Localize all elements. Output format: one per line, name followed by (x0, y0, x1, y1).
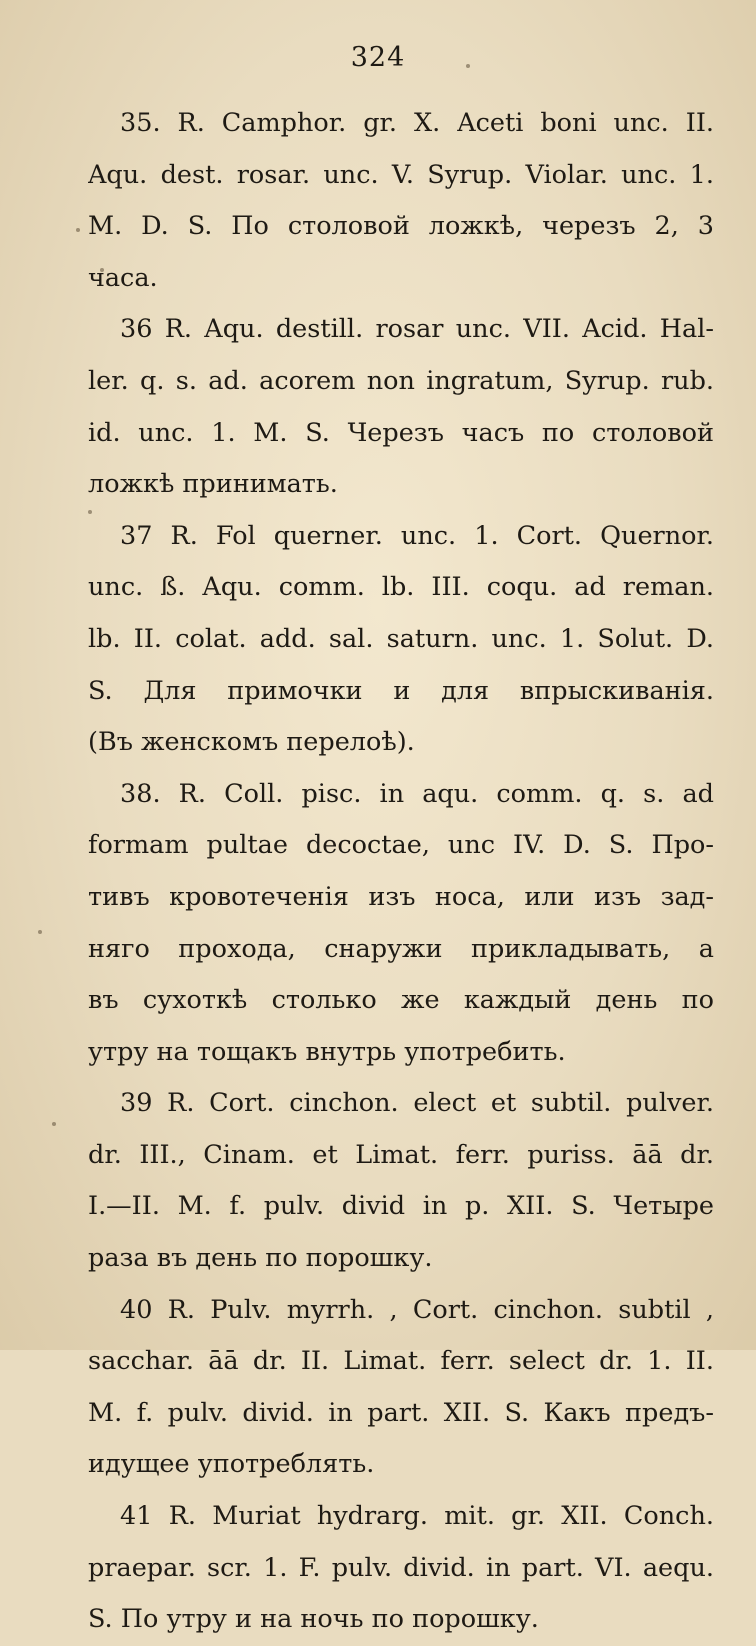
text-line: M. D. S. По столовой ложкѣ, черезъ 2, 3 (88, 211, 714, 242)
text-line: раза въ день по порошку. (88, 1243, 433, 1274)
text-line: часа. (88, 262, 158, 293)
ink-speck (38, 930, 42, 934)
recipe-text (88, 98, 714, 1646)
text-line: 37 R. Fol querner. unc. 1. Cort. Quernor. (120, 520, 714, 551)
ink-speck (52, 1122, 56, 1126)
text-line: 41 R. Muriat hydrarg. mit. gr. XII. Conch. (120, 1501, 714, 1532)
ink-speck (466, 64, 470, 68)
text-line: няго прохода, снаружи прикладывать, а (88, 933, 714, 964)
text-line: unc. ß. Aqu. comm. lb. III. coqu. ad reman. (88, 572, 714, 603)
ink-speck (76, 228, 80, 232)
text-line: 35. R. Camphor. gr. X. Aceti boni unc. II. (120, 108, 714, 138)
text-line: praepar. scr. 1. F. pulv. divid. in part. VI. aequ. (88, 1552, 714, 1583)
text-line: S. По утру и на ночь по порошку. (88, 1604, 539, 1635)
text-line: (Въ женскомъ перелоѣ). (88, 727, 415, 758)
text-line: 36 R. Aqu. destill. rosar unc. VII. Acid. Hal- (120, 314, 714, 345)
text-line: id. unc. 1. M. S. Черезъ часъ по столовой (88, 417, 714, 448)
text-line: 40 R. Pulv. myrrh. , Cort. cinchon. subtil , (120, 1294, 714, 1325)
page-number: 324 (350, 42, 406, 73)
text-line: I.—II. M. f. pulv. divid in p. XII. S. Четыре (88, 1191, 714, 1222)
text-line: Aqu. dest. rosar. unc. V. Syrup. Violar. unc. 1. (88, 159, 714, 190)
text-line: 39 R. Cort. cinchon. elect et subtil. pulver. (120, 1088, 714, 1119)
text-line: ложкѣ принимать. (88, 469, 338, 500)
text-line: идущее употреблять. (88, 1449, 375, 1480)
text-line: утру на тощакъ внутрь употребить. (88, 1036, 566, 1067)
text-line: тивъ кровотеченія изъ носа, или изъ зад- (88, 881, 714, 912)
text-line: ler. q. s. ad. acorem non ingratum, Syrup. rub. (88, 365, 714, 396)
text-line: sacchar. āā dr. II. Limat. ferr. select dr. 1. II. (88, 1346, 714, 1377)
text-line: formam pultae decoctae, unc IV. D. S. Про- (88, 830, 714, 861)
text-line: S. Для примочки и для впрыскиванія. (88, 675, 714, 706)
text-line: lb. II. colat. add. sal. saturn. unc. 1. Solut. D. (88, 623, 714, 654)
text-line: 38. R. Coll. pisc. in aqu. comm. q. s. ad (120, 778, 714, 809)
text-line: въ сухоткѣ столько же каждый день по (88, 985, 714, 1016)
text-line: dr. III., Cinam. et Limat. ferr. puriss. āā dr. (88, 1139, 714, 1170)
text-line: M. f. pulv. divid. in part. XII. S. Какъ предъ- (88, 1397, 714, 1428)
